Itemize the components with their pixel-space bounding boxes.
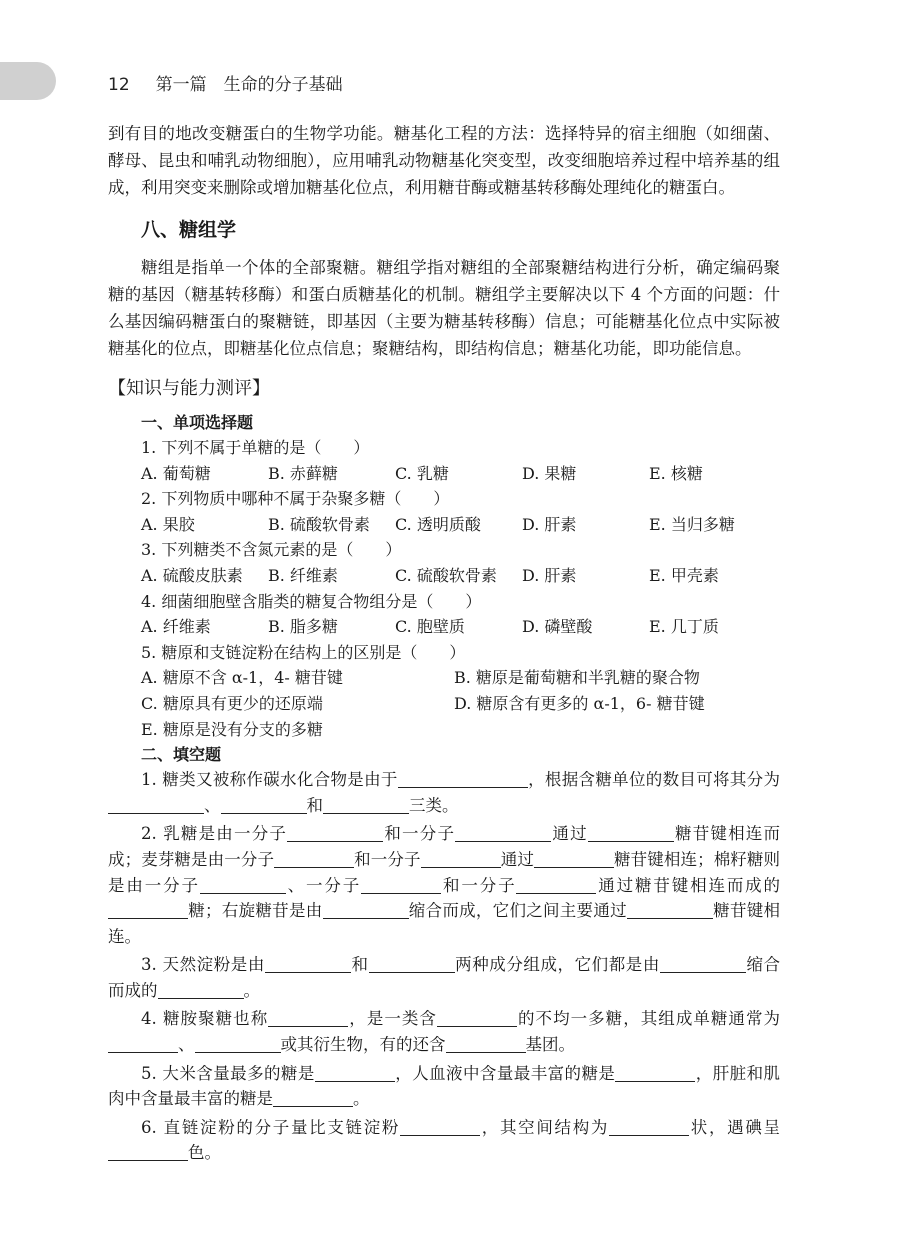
- option: C. 糖原具有更少的还原端: [141, 693, 323, 713]
- option: B. 脂多糖: [268, 617, 338, 637]
- answer-blank[interactable]: [588, 824, 674, 842]
- fill-question-4: 4. 糖胺聚糖也称 ，是一类含 的不均一多糖，其组成单糖通常为、 或其衍生物，有的还含 基团。: [108, 1006, 780, 1057]
- answer-blank[interactable]: [274, 850, 354, 868]
- answer-blank[interactable]: [195, 1035, 281, 1053]
- mcq-heading: 一、单项选择题: [141, 413, 254, 432]
- answer-blank[interactable]: [268, 1009, 348, 1027]
- answer-blank[interactable]: [421, 850, 501, 868]
- answer-blank[interactable]: [398, 770, 528, 788]
- answer-blank[interactable]: [400, 1118, 480, 1136]
- answer-blank[interactable]: [315, 1064, 395, 1082]
- fill-question-3: 3. 天然淀粉是由 和 两种成分组成，它们都是由 缩合而成的 。: [108, 955, 780, 1000]
- fill-question-1: 1. 糖类又被称作碳水化合物是由于 ，根据含糖单位的数目可将其分为、 和 三类。: [108, 767, 780, 818]
- answer-blank[interactable]: [516, 876, 596, 894]
- fill-question-6: 6. 直链淀粉的分子量比支链淀粉 ，其空间结构为 状，遇碘呈色。: [108, 1115, 780, 1166]
- question-stem: 4. 细菌细胞壁含脂类的糖复合物组分是（ ）: [141, 591, 482, 611]
- glycomics-paragraph: 糖组是指单一个体的全部聚糖。糖组学指对糖组的全部聚糖结构进行分析，确定编码聚糖的基因（糖基转移酶）和蛋白质糖基化的机制。糖组学主要解决以下 4 个方面的问题：什么基因编码糖蛋白的聚糖链，即基因（主要为糖基转移酶）信息；可能糖基化位点中实际被糖基化的位点，即糖基化位点信息；聚糖结构，即结构信息；糖基化功能，即功能信息。: [108, 258, 780, 358]
- answer-blank[interactable]: [287, 824, 383, 842]
- fill-question-2: 2. 乳糖是由一分子 和一分子 通过 糖苷键相连而成；麦芽糖是由一分子 和一分子 通过 糖苷键相连；棉籽糖则是由一分子 、一分子 和一分子 通过糖苷键相连而成的糖；右旋糖苷是由 缩合而成，它们之间主要通过 糖苷键相连。: [108, 824, 781, 946]
- option-row: [141, 691, 780, 717]
- answer-blank[interactable]: [534, 850, 614, 868]
- answer-blank[interactable]: [108, 796, 204, 814]
- option-row: [141, 614, 780, 640]
- answer-blank[interactable]: [446, 1035, 526, 1053]
- answer-blank[interactable]: [361, 876, 441, 894]
- answer-blank[interactable]: [323, 901, 409, 919]
- answer-blank[interactable]: [323, 796, 409, 814]
- question-stem: 3. 下列糖类不含氮元素的是（ ）: [141, 540, 402, 560]
- option: A. 硫酸皮肤素: [141, 565, 243, 585]
- intro-paragraph: 到有目的地改变糖蛋白的生物学功能。糖基化工程的方法：选择特异的宿主细胞（如细菌、酵母、昆虫和哺乳动物细胞），应用哺乳动物糖基化突变型，改变细胞培养过程中培养基的组成，利用突变来删除或增加糖基化位点，利用糖苷酶或糖基转移酶处理纯化的糖蛋白。: [108, 124, 780, 197]
- option: E. 当归多糖: [649, 514, 735, 534]
- page-tab-marker: [0, 62, 56, 100]
- option: A. 葡萄糖: [141, 463, 211, 483]
- option: D. 果糖: [522, 463, 577, 483]
- answer-blank[interactable]: [273, 1089, 353, 1107]
- option: A. 果胶: [141, 514, 195, 534]
- answer-blank[interactable]: [108, 901, 188, 919]
- answer-blank[interactable]: [200, 876, 286, 894]
- option-row: [141, 512, 780, 538]
- evaluation-heading: 【知识与能力测评】: [108, 378, 270, 399]
- option: E. 几丁质: [649, 617, 719, 637]
- running-header: [108, 70, 343, 95]
- option-row: [141, 665, 780, 691]
- page-content: [108, 120, 780, 1166]
- fill-question-5: 5. 大米含量最多的糖是 ，人血液中含量最丰富的糖是 ，肝脏和肌肉中含量最丰富的糖是 。: [108, 1063, 781, 1109]
- answer-blank[interactable]: [108, 1143, 188, 1161]
- answer-blank[interactable]: [158, 981, 244, 999]
- option: C. 透明质酸: [395, 514, 481, 534]
- option: B. 糖原是葡萄糖和半乳糖的聚合物: [454, 668, 700, 688]
- option: A. 糖原不含 α-1，4- 糖苷键: [141, 668, 343, 688]
- answer-blank[interactable]: [627, 901, 713, 919]
- option: C. 硫酸软骨素: [395, 565, 497, 585]
- answer-blank[interactable]: [221, 796, 307, 814]
- option: B. 硫酸软骨素: [268, 514, 370, 534]
- option: B. 赤藓糖: [268, 463, 338, 483]
- answer-blank[interactable]: [660, 955, 746, 973]
- answer-blank[interactable]: [609, 1118, 689, 1136]
- question-stem: 2. 下列物质中哪种不属于杂聚多糖（ ）: [141, 489, 450, 509]
- section-heading-glycomics: 八、糖组学: [141, 219, 237, 241]
- option: C. 胞壁质: [395, 617, 465, 637]
- option: E. 甲壳素: [649, 565, 719, 585]
- answer-blank[interactable]: [265, 955, 351, 973]
- answer-blank[interactable]: [108, 1035, 178, 1053]
- option: B. 纤维素: [268, 565, 338, 585]
- option: C. 乳糖: [395, 463, 449, 483]
- option: E. 糖原是没有分支的多糖: [141, 719, 323, 739]
- option: D. 磷壁酸: [522, 617, 593, 637]
- question-stem: 5. 糖原和支链淀粉在结构上的区别是（ ）: [141, 642, 466, 662]
- option: D. 肝素: [522, 514, 577, 534]
- question-stem: 1. 下列不属于单糖的是（ ）: [141, 438, 370, 457]
- answer-blank[interactable]: [369, 955, 455, 973]
- option: A. 纤维素: [141, 617, 211, 637]
- part-title: 第一篇 生命的分子基础: [155, 75, 343, 95]
- option: D. 糖原含有更多的 α-1，6- 糖苷键: [454, 693, 705, 713]
- page-number: 12: [108, 75, 130, 95]
- answer-blank[interactable]: [437, 1009, 517, 1027]
- fill-heading: 二、填空题: [141, 745, 222, 765]
- answer-blank[interactable]: [455, 824, 551, 842]
- option: D. 肝素: [522, 565, 577, 585]
- option-row: [141, 461, 780, 487]
- option: E. 核糖: [649, 463, 703, 483]
- option-row: [141, 563, 780, 589]
- answer-blank[interactable]: [615, 1064, 695, 1082]
